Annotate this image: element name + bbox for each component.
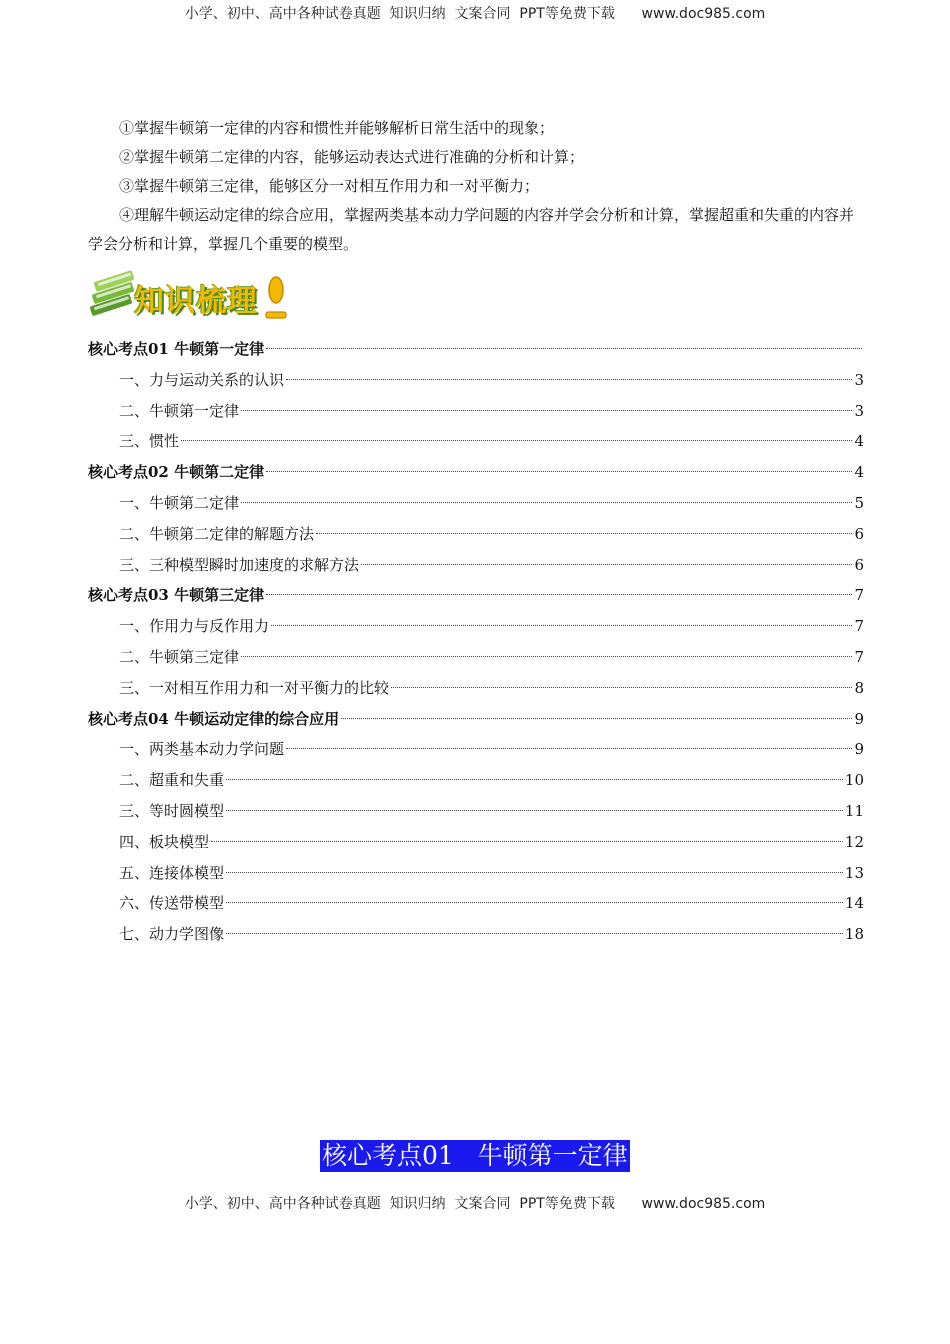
toc-entry-label: 六、传送带模型 (119, 894, 225, 913)
toc-entry[interactable] (88, 642, 864, 673)
toc-entry[interactable] (88, 396, 864, 427)
toc-entry-label: 三、三种模型瞬时加速度的求解方法 (119, 555, 360, 574)
toc-entry-label: 核心考点01 牛顿第一定律 (88, 340, 265, 358)
toc-entry-label: 核心考点03 牛顿第三定律 (88, 586, 265, 605)
toc-entry-label: 四、板块模型 (119, 832, 210, 851)
objective-4: ④理解牛顿运动定律的综合应用，掌握两类基本动力学问题的内容并学会分析和计算，掌握超重和失重的内容并学会分析和计算，掌握几个重要的模型。 (88, 206, 855, 253)
toc-entry[interactable] (88, 365, 864, 396)
toc-entry-page: 7 (854, 586, 864, 605)
toc-entry[interactable] (88, 827, 864, 858)
page-header: 小学、初中、高中各种试卷真题 知识归纳 文案合同 PPT等免费下载 www.doc985.com (184, 6, 766, 22)
toc-entry[interactable] (88, 734, 864, 765)
toc-dot-leader (226, 933, 843, 934)
toc-dot-leader (226, 810, 843, 811)
toc-entry-page: 10 (844, 771, 864, 790)
toc-entry[interactable] (88, 888, 864, 919)
toc-entry-label: 三、惯性 (119, 432, 180, 451)
toc-dot-leader (226, 872, 843, 873)
toc-entry-label: 二、牛顿第三定律 (119, 647, 240, 666)
toc-entry[interactable] (88, 519, 864, 550)
objective-1: ①掌握牛顿第一定律的内容和惯性并能够解析日常生活中的现象； (119, 119, 555, 137)
toc-dot-leader (316, 533, 852, 534)
toc-entry-page: 13 (844, 863, 864, 882)
toc-dot-leader (286, 748, 852, 749)
toc-dot-leader (241, 502, 852, 503)
toc-entry-label: 七、动力学图像 (119, 925, 225, 944)
toc-entry-label: 核心考点04 牛顿运动定律的综合应用 (88, 709, 340, 728)
toc-entry-label: 一、牛顿第二定律 (119, 493, 240, 512)
toc-entry-page: 3 (854, 370, 864, 389)
toc-entry[interactable] (88, 765, 864, 796)
toc-dot-leader (241, 656, 852, 657)
objective-3: ③掌握牛顿第三定律，能够区分一对相互作用力和一对平衡力； (119, 177, 540, 195)
section-heading: 核心考点01 牛顿第一定律 (322, 1141, 628, 1170)
toc-entry[interactable] (88, 457, 864, 488)
toc-dot-leader (226, 779, 843, 780)
toc-entry-page: 7 (854, 647, 864, 666)
toc-entry[interactable] (88, 426, 864, 457)
toc-dot-leader (266, 471, 852, 472)
toc-entry-page: 18 (844, 925, 864, 944)
toc-entry-page: 14 (844, 894, 864, 913)
toc-dot-leader (211, 841, 843, 842)
toc-entry-page: 5 (854, 493, 864, 512)
toc-entry[interactable] (88, 334, 864, 365)
toc-entry[interactable] (88, 488, 864, 519)
toc-dot-leader (271, 625, 852, 626)
toc-entry-label: 二、牛顿第一定律 (119, 401, 240, 420)
toc-entry[interactable] (88, 550, 864, 581)
toc-entry-page: 6 (854, 555, 864, 574)
toc-entry-page: 7 (854, 617, 864, 636)
toc-dot-leader (266, 594, 852, 595)
toc-entry[interactable] (88, 673, 864, 704)
toc-entry-label: 三、等时圆模型 (119, 801, 225, 820)
toc-entry[interactable] (88, 858, 864, 889)
toc-entry[interactable] (88, 611, 864, 642)
toc-entry-label: 二、超重和失重 (119, 771, 225, 790)
toc-dot-leader (341, 718, 852, 719)
toc-dot-leader (286, 379, 852, 380)
toc-entry-page: 3 (854, 401, 864, 420)
toc-dot-leader (226, 902, 843, 903)
toc-entry-label: 三、一对相互作用力和一对平衡力的比较 (119, 678, 390, 697)
knowledge-summary-logo (86, 262, 296, 324)
toc-entry-label: 一、作用力与反作用力 (119, 617, 270, 636)
toc-dot-leader (361, 564, 852, 565)
toc-entry-page: 9 (854, 740, 864, 759)
toc-entry-page: 6 (854, 524, 864, 543)
exclamation-icon (264, 276, 288, 322)
toc-entry-page: 9 (854, 709, 864, 728)
learning-objectives (88, 114, 864, 259)
toc-entry-label: 五、连接体模型 (119, 863, 225, 882)
toc-entry[interactable] (88, 919, 864, 950)
page-footer: 小学、初中、高中各种试卷真题 知识归纳 文案合同 PPT等免费下载 www.doc985.com (184, 1196, 766, 1212)
toc-entry-page: 4 (854, 432, 864, 451)
table-of-contents (88, 334, 864, 950)
toc-dot-leader (241, 410, 852, 411)
toc-entry[interactable] (88, 580, 864, 611)
toc-dot-leader (391, 687, 852, 688)
toc-dot-leader (181, 440, 852, 441)
toc-entry-page: 4 (854, 463, 864, 482)
toc-entry-label: 二、牛顿第二定律的解题方法 (119, 524, 315, 543)
toc-entry[interactable] (88, 796, 864, 827)
objective-2: ②掌握牛顿第二定律的内容，能够运动表达式进行准确的分析和计算； (119, 148, 585, 166)
toc-entry[interactable] (88, 704, 864, 735)
toc-entry-page: 8 (854, 678, 864, 697)
toc-entry-page: 11 (844, 801, 864, 820)
toc-entry-page: 12 (844, 832, 864, 851)
toc-entry-label: 一、两类基本动力学问题 (119, 740, 285, 759)
toc-entry-label: 一、力与运动关系的认识 (119, 370, 285, 389)
toc-dot-leader (266, 348, 862, 349)
toc-entry-label: 核心考点02 牛顿第二定律 (88, 463, 265, 482)
logo-title: 知识梳理 (134, 284, 258, 319)
